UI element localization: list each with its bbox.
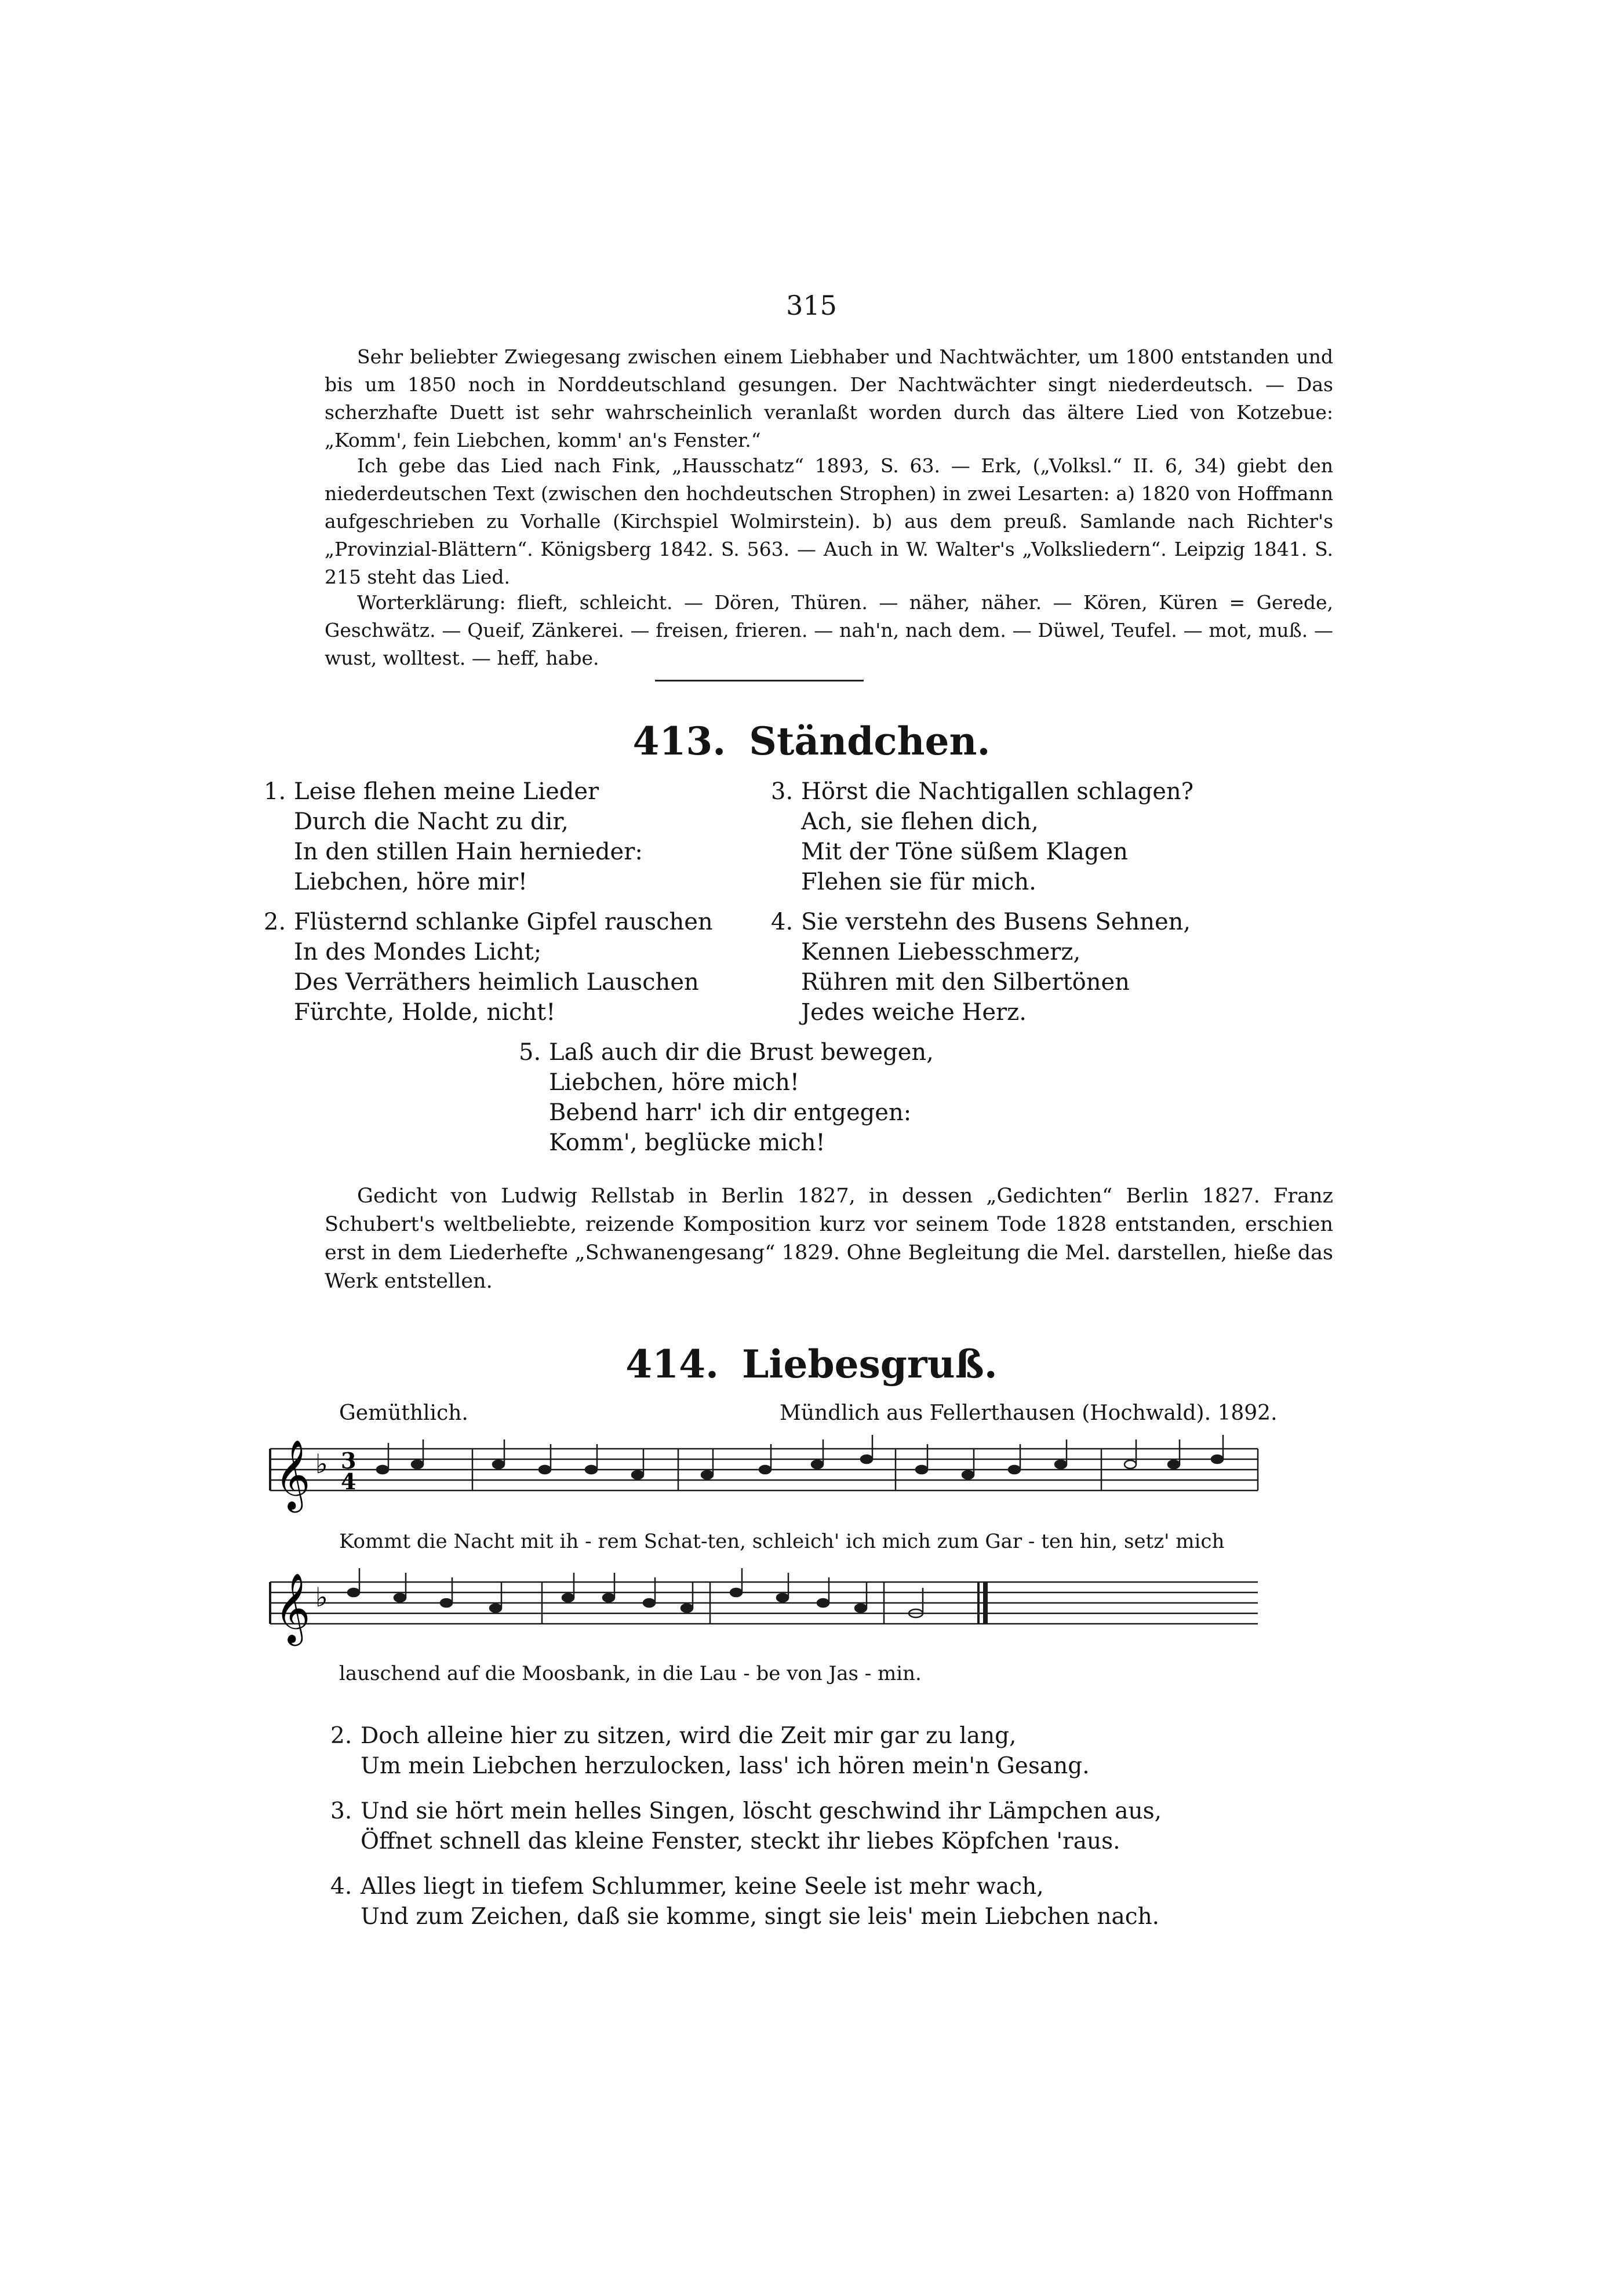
verse-line: Ach, sie flehen dich, [801,808,1039,835]
song-413-note: Gedicht von Ludwig Rellstab in Berlin 1827, in dessen „Gedichten“ Berlin 1827. Franz Schubert's weltbeliebte, reizende Komposition kurz vor seinem Tode 1828 entstanden, erschien erst in dem Liederhefte „Schwanengesang“ 1829. Ohne Begleitung die Mel. darstellen, hieße das Werk entstellen. [325,1185,1333,1293]
verse-line: In den stillen Hain hernieder: [294,839,643,865]
verse-line: Um mein Liebchen herzulocken, lass' ich hören mein'n Gesang. [361,1753,1090,1779]
stanza-number: 2. [330,1723,352,1749]
verse-line: In des Mondes Licht; [294,939,542,965]
verse-line: Liebchen, höre mir! [294,869,527,895]
stanza-413-1 [264,777,643,897]
stanza-413-2 [264,907,713,1027]
time-signature-top: 3 [341,1448,356,1474]
section-divider [655,680,864,681]
stanza-number: 4. [771,909,794,935]
stanza-414-3 [330,1796,1162,1857]
time-signature-bottom: 4 [341,1468,356,1495]
stanza-414-4 [330,1872,1159,1932]
song-number: 413. [632,719,726,764]
treble-clef-icon: 𝄞 [275,1439,311,1510]
music-staff-2 [267,1565,1264,1652]
verse-line: Jedes weiche Herz. [801,999,1027,1026]
flat-icon: ♭ [315,1448,328,1479]
verse-line: Kennen Liebesschmerz, [801,939,1081,965]
song-413-heading [0,719,1623,764]
verse-line: Laß auch dir die Brust bewegen, [549,1039,934,1066]
stanza-413-4 [771,907,1191,1027]
verse-line: Doch alleine hier zu sitzen, wird die Zeit mir gar zu lang, [361,1723,1017,1749]
verse-line: Und zum Zeichen, daß sie komme, singt sie leis' mein Liebchen nach. [361,1904,1160,1930]
note-paragraph-glossary: Worterklärung: flieft, schleicht. — Dören, Thüren. — näher, näher. — Kören, Küren = Gerede, Geschwätz. — Queif, Zänkerei. — freisen, frieren. — nah'n, nach dem. — Düwel, Teufel. — mot, muß. — wust, wolltest. — heff, habe. [325,591,1333,669]
verse-line: Bebend harr' ich dir entgegen: [549,1099,912,1126]
song-source: Mündlich aus Fellerthausen (Hochwald). 1892. [780,1401,1278,1425]
song-title: Ständchen. [749,719,991,764]
verse-line: Des Verräthers heimlich Lauschen [294,969,699,996]
note-paragraph-sources: Ich gebe das Lied nach Fink, „Hausschatz“ 1893, S. 63. — Erk, („Volksl.“ II. 6, 34) giebt den niederdeutschen Text (zwischen den hochdeutschen Strophen) in zwei Lesarten: a) 1820 von Hoffmann aufgeschrieben zu Vorhalle (Kirchspiel Wolmirstein). b) aus dem preuß. Samlande nach Richter's „Provinzial-Blättern“. Königsberg 1842. S. 563. — Auch in W. Walter's „Volksliedern“. Leipzig 1841. S. 215 steht das Lied. [325,454,1333,588]
stanza-number: 4. [330,1874,352,1900]
verse-line: Rühren mit den Silbertönen [801,969,1130,996]
stanza-414-2 [330,1721,1090,1781]
verse-line: Öffnet schnell das kleine Fenster, steckt ihr liebes Köpfchen 'raus. [361,1828,1120,1854]
stanza-413-5 [519,1037,934,1158]
verse-line: Durch die Nacht zu dir, [294,808,569,835]
verse-line: Leise flehen meine Lieder [294,778,599,805]
lyrics-line-2: lauschend auf die Moosbank, in die Lau - be von Jas - min. [339,1662,922,1685]
music-staff-1 [267,1431,1264,1518]
stanza-number: 3. [330,1798,352,1824]
flat-icon: ♭ [315,1581,328,1613]
stanza-number: 5. [519,1039,541,1066]
verse-line: Komm', beglücke mich! [549,1129,825,1156]
note-paragraph-origin: Sehr beliebter Zwiegesang zwischen einem Liebhaber und Nachtwächter, um 1800 entstanden und bis um 1850 noch in Norddeutschland gesungen. Der Nachtwächter singt niederdeutsch. — Das scherzhafte Duett ist sehr wahrscheinlich veranlaßt worden durch das ältere Lied von Kotzebue: „Komm', fein Liebchen, komm' an's Fenster.“ [325,345,1333,451]
verse-line: Sie verstehn des Busens Sehnen, [801,909,1191,935]
verse-line: Flüsternd schlanke Gipfel rauschen [294,909,713,935]
verse-line: Alles liegt in tiefem Schlummer, keine Seele ist mehr wach, [361,1874,1044,1900]
lyrics-line-1: Kommt die Nacht mit ih - rem Schat-ten, schleich' ich mich zum Gar - ten hin, setz' mich [339,1530,1225,1553]
verse-line: Mit der Töne süßem Klagen [801,839,1128,865]
verse-line: Und sie hört mein helles Singen, löscht geschwind ihr Lämpchen aus, [361,1798,1162,1824]
song-title: Liebesgruß. [741,1342,998,1387]
stanza-number: 3. [771,778,794,805]
treble-clef-icon: 𝄞 [275,1572,311,1643]
song-number: 414. [625,1342,719,1387]
verse-line: Hörst die Nachtigallen schlagen? [801,778,1194,805]
verse-line: Fürchte, Holde, nicht! [294,999,556,1026]
stanza-number: 2. [264,909,286,935]
page-number: 315 [786,290,837,321]
song-414-heading [0,1342,1623,1387]
verse-line: Flehen sie für mich. [801,869,1036,895]
tempo-marking: Gemüthlich. [339,1401,468,1425]
stanza-number: 1. [264,778,286,805]
verse-line: Liebchen, höre mich! [549,1069,799,1096]
stanza-413-3 [771,777,1193,897]
